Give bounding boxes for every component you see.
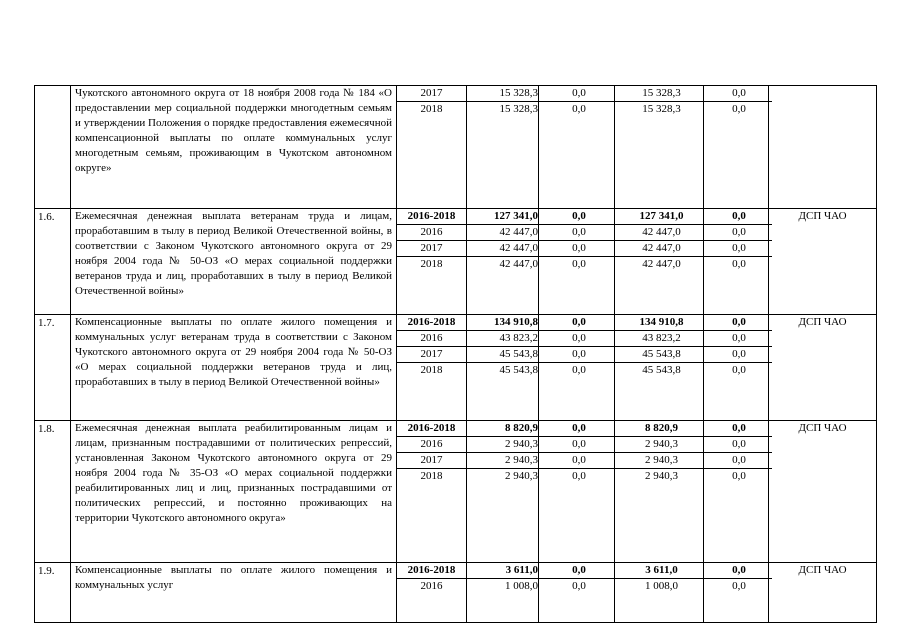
regional-amount-cell: 45 543,8 [642, 364, 681, 376]
column-divider [703, 209, 704, 314]
other-amount-cell: 0,0 [706, 563, 772, 579]
regional-amount-cell: 42 447,0 [617, 241, 706, 257]
column-divider [538, 86, 539, 208]
other-amount-cell: 0,0 [706, 241, 772, 257]
federal-amount-cell: 0,0 [541, 421, 617, 437]
column-divider [466, 421, 467, 562]
federal-amount-cell: 0,0 [572, 103, 586, 115]
row-number: 1.7. [35, 315, 71, 421]
row-executor: ДСП ЧАО [769, 421, 877, 563]
other-amount-cell: 0,0 [732, 580, 746, 592]
regional-amount-cell: 2 940,3 [617, 437, 706, 453]
row-description-cell [71, 86, 397, 209]
row-executor: ДСП ЧАО [769, 315, 877, 421]
other-amount-cell: 0,0 [706, 421, 772, 437]
total-amount-cell: 8 820,9 [466, 421, 541, 437]
row-description-cell [71, 421, 397, 563]
financing-year-row [397, 347, 772, 363]
column-divider [703, 315, 704, 420]
financing-year-row [397, 102, 772, 118]
row-executor: ДСП ЧАО [769, 209, 877, 315]
column-divider [614, 421, 615, 562]
total-amount-cell: 2 940,3 [466, 453, 541, 469]
total-amount-cell: 45 543,8 [499, 364, 538, 376]
column-divider [614, 315, 615, 420]
row-description-cell [71, 563, 397, 623]
total-amount-cell: 3 611,0 [466, 563, 541, 579]
federal-amount-cell: 0,0 [572, 470, 586, 482]
federal-amount-cell: 0,0 [541, 347, 617, 363]
year-cell: 2016 [420, 580, 443, 592]
regional-amount-cell: 2 940,3 [645, 470, 678, 482]
federal-amount-cell: 0,0 [541, 315, 617, 331]
regional-amount-cell: 1 008,0 [645, 580, 678, 592]
row-description: Ежемесячная денежная выплата ветеранам труда и лицам, проработавшим в тылу в период Великой Отечественной войны, в соответствии с Законом Чукотского автономного округа от 29 ноября 2004 года № 50-ОЗ «О мерах социальной поддержки ветеранов труда и лиц, проработавших в тылу в период Великой Отечественной войны» [75, 210, 392, 297]
year-cell: 2016 [397, 331, 466, 347]
financing-year-row [397, 563, 772, 579]
column-divider [614, 563, 615, 622]
regional-amount-cell: 42 447,0 [642, 258, 681, 270]
financing-cell [397, 209, 769, 315]
financing-year-row [397, 421, 772, 437]
other-amount-cell: 0,0 [706, 225, 772, 241]
column-divider [538, 209, 539, 314]
year-cell: 2016-2018 [397, 421, 466, 437]
column-divider [703, 563, 704, 622]
total-amount-cell: 45 543,8 [466, 347, 541, 363]
row-description: Компенсационные выплаты по оплате жилого помещения и коммунальных услуг [75, 564, 392, 591]
row-number: 1.6. [35, 209, 71, 315]
financing-table [397, 315, 772, 378]
column-divider [466, 86, 467, 208]
year-cell: 2018 [420, 470, 443, 482]
column-divider [614, 209, 615, 314]
column-divider [466, 563, 467, 622]
row-number: 1.8. [35, 421, 71, 563]
total-amount-cell: 2 940,3 [466, 437, 541, 453]
column-divider [466, 315, 467, 420]
regional-amount-cell: 3 611,0 [617, 563, 706, 579]
financing-cell [397, 563, 769, 623]
year-cell: 2018 [420, 364, 443, 376]
row-description: Чукотского автономного округа от 18 ноября 2008 года № 184 «О предоставлении мер социальной поддержки многодетным семьям и утверждении Положения о порядке предоставления ежемесячной компенсационной выплаты по оплате коммунальных услуг многодетным семьям, проживающим в Чукотском автономном округе» [75, 87, 392, 174]
column-divider [703, 421, 704, 562]
financing-cell [397, 315, 769, 421]
program-table [34, 85, 877, 623]
year-cell: 2016-2018 [397, 563, 466, 579]
regional-amount-cell: 8 820,9 [617, 421, 706, 437]
financing-year-row [397, 257, 772, 273]
total-amount-cell: 42 447,0 [466, 225, 541, 241]
financing-cell [397, 421, 769, 563]
regional-amount-cell: 43 823,2 [617, 331, 706, 347]
other-amount-cell: 0,0 [706, 437, 772, 453]
financing-year-row [397, 579, 772, 595]
other-amount-cell: 0,0 [732, 364, 746, 376]
total-amount-cell: 43 823,2 [466, 331, 541, 347]
regional-amount-cell: 45 543,8 [617, 347, 706, 363]
total-amount-cell: 15 328,3 [499, 103, 538, 115]
other-amount-cell: 0,0 [706, 331, 772, 347]
row-description: Ежемесячная денежная выплата реабилитированным лицам и лицам, признанным пострадавшими от политических репрессий, установленная Законом Чукотского автономного округа от 29 ноября 2004 года № 35-ОЗ «О мерах социальной поддержки реабилитированных лиц и лиц, признанных пострадавшими от политических репрессий, и постоянно проживающих на территории Чукотского автономного округа» [75, 422, 392, 524]
year-cell: 2016 [397, 437, 466, 453]
year-cell: 2018 [420, 258, 443, 270]
row-description-cell [71, 315, 397, 421]
financing-year-row [397, 209, 772, 225]
row-executor: ДСП ЧАО [769, 563, 877, 623]
total-amount-cell: 42 447,0 [466, 241, 541, 257]
regional-amount-cell: 127 341,0 [617, 209, 706, 225]
row-number [35, 86, 71, 209]
financing-year-row [397, 241, 772, 257]
federal-amount-cell: 0,0 [541, 453, 617, 469]
financing-table [397, 563, 772, 594]
other-amount-cell: 0,0 [732, 103, 746, 115]
regional-amount-cell: 15 328,3 [642, 103, 681, 115]
year-cell: 2016-2018 [397, 315, 466, 331]
other-amount-cell: 0,0 [706, 86, 772, 102]
document-page [34, 85, 876, 623]
federal-amount-cell: 0,0 [572, 580, 586, 592]
financing-year-row [397, 453, 772, 469]
other-amount-cell: 0,0 [706, 453, 772, 469]
regional-amount-cell: 134 910,8 [617, 315, 706, 331]
other-amount-cell: 0,0 [706, 347, 772, 363]
financing-year-row [397, 437, 772, 453]
column-divider [538, 421, 539, 562]
other-amount-cell: 0,0 [732, 470, 746, 482]
financing-year-row [397, 331, 772, 347]
financing-year-row [397, 225, 772, 241]
regional-amount-cell: 2 940,3 [617, 453, 706, 469]
table-row [35, 563, 877, 623]
financing-year-row [397, 86, 772, 102]
total-amount-cell: 42 447,0 [499, 258, 538, 270]
column-divider [538, 563, 539, 622]
table-body [35, 86, 877, 623]
row-number: 1.9. [35, 563, 71, 623]
other-amount-cell: 0,0 [706, 315, 772, 331]
other-amount-cell: 0,0 [706, 209, 772, 225]
row-description-cell [71, 209, 397, 315]
table-row [35, 315, 877, 421]
total-amount-cell: 127 341,0 [466, 209, 541, 225]
table-row [35, 86, 877, 209]
regional-amount-cell: 15 328,3 [617, 86, 706, 102]
federal-amount-cell: 0,0 [541, 225, 617, 241]
row-description: Компенсационные выплаты по оплате жилого помещения и коммунальных услуг ветеранам труда в соответствии с Законом Чукотского автономного округа от 29 ноября 2004 года № 50-ОЗ «О мерах социальной поддержки ветеранов труда и лиц, проработавших в тылу в период Великой Отечественной войны» [75, 316, 392, 388]
financing-year-row [397, 363, 772, 379]
federal-amount-cell: 0,0 [541, 331, 617, 347]
year-cell: 2017 [397, 453, 466, 469]
financing-year-row [397, 469, 772, 485]
federal-amount-cell: 0,0 [572, 258, 586, 270]
total-amount-cell: 2 940,3 [505, 470, 538, 482]
column-divider [703, 86, 704, 208]
federal-amount-cell: 0,0 [572, 364, 586, 376]
financing-table [397, 209, 772, 272]
column-divider [466, 209, 467, 314]
federal-amount-cell: 0,0 [541, 437, 617, 453]
year-cell: 2016 [397, 225, 466, 241]
row-executor [769, 86, 877, 209]
other-amount-cell: 0,0 [732, 258, 746, 270]
financing-table [397, 421, 772, 484]
financing-year-row [397, 315, 772, 331]
table-row [35, 209, 877, 315]
year-cell: 2018 [420, 103, 443, 115]
column-divider [538, 315, 539, 420]
federal-amount-cell: 0,0 [541, 563, 617, 579]
financing-cell [397, 86, 769, 209]
federal-amount-cell: 0,0 [541, 209, 617, 225]
total-amount-cell: 134 910,8 [466, 315, 541, 331]
column-divider [614, 86, 615, 208]
table-row [35, 421, 877, 563]
year-cell: 2017 [397, 86, 466, 102]
financing-table [397, 86, 772, 117]
year-cell: 2016-2018 [397, 209, 466, 225]
federal-amount-cell: 0,0 [541, 241, 617, 257]
year-cell: 2017 [397, 241, 466, 257]
federal-amount-cell: 0,0 [541, 86, 617, 102]
regional-amount-cell: 42 447,0 [617, 225, 706, 241]
total-amount-cell: 15 328,3 [466, 86, 541, 102]
total-amount-cell: 1 008,0 [505, 580, 538, 592]
year-cell: 2017 [397, 347, 466, 363]
